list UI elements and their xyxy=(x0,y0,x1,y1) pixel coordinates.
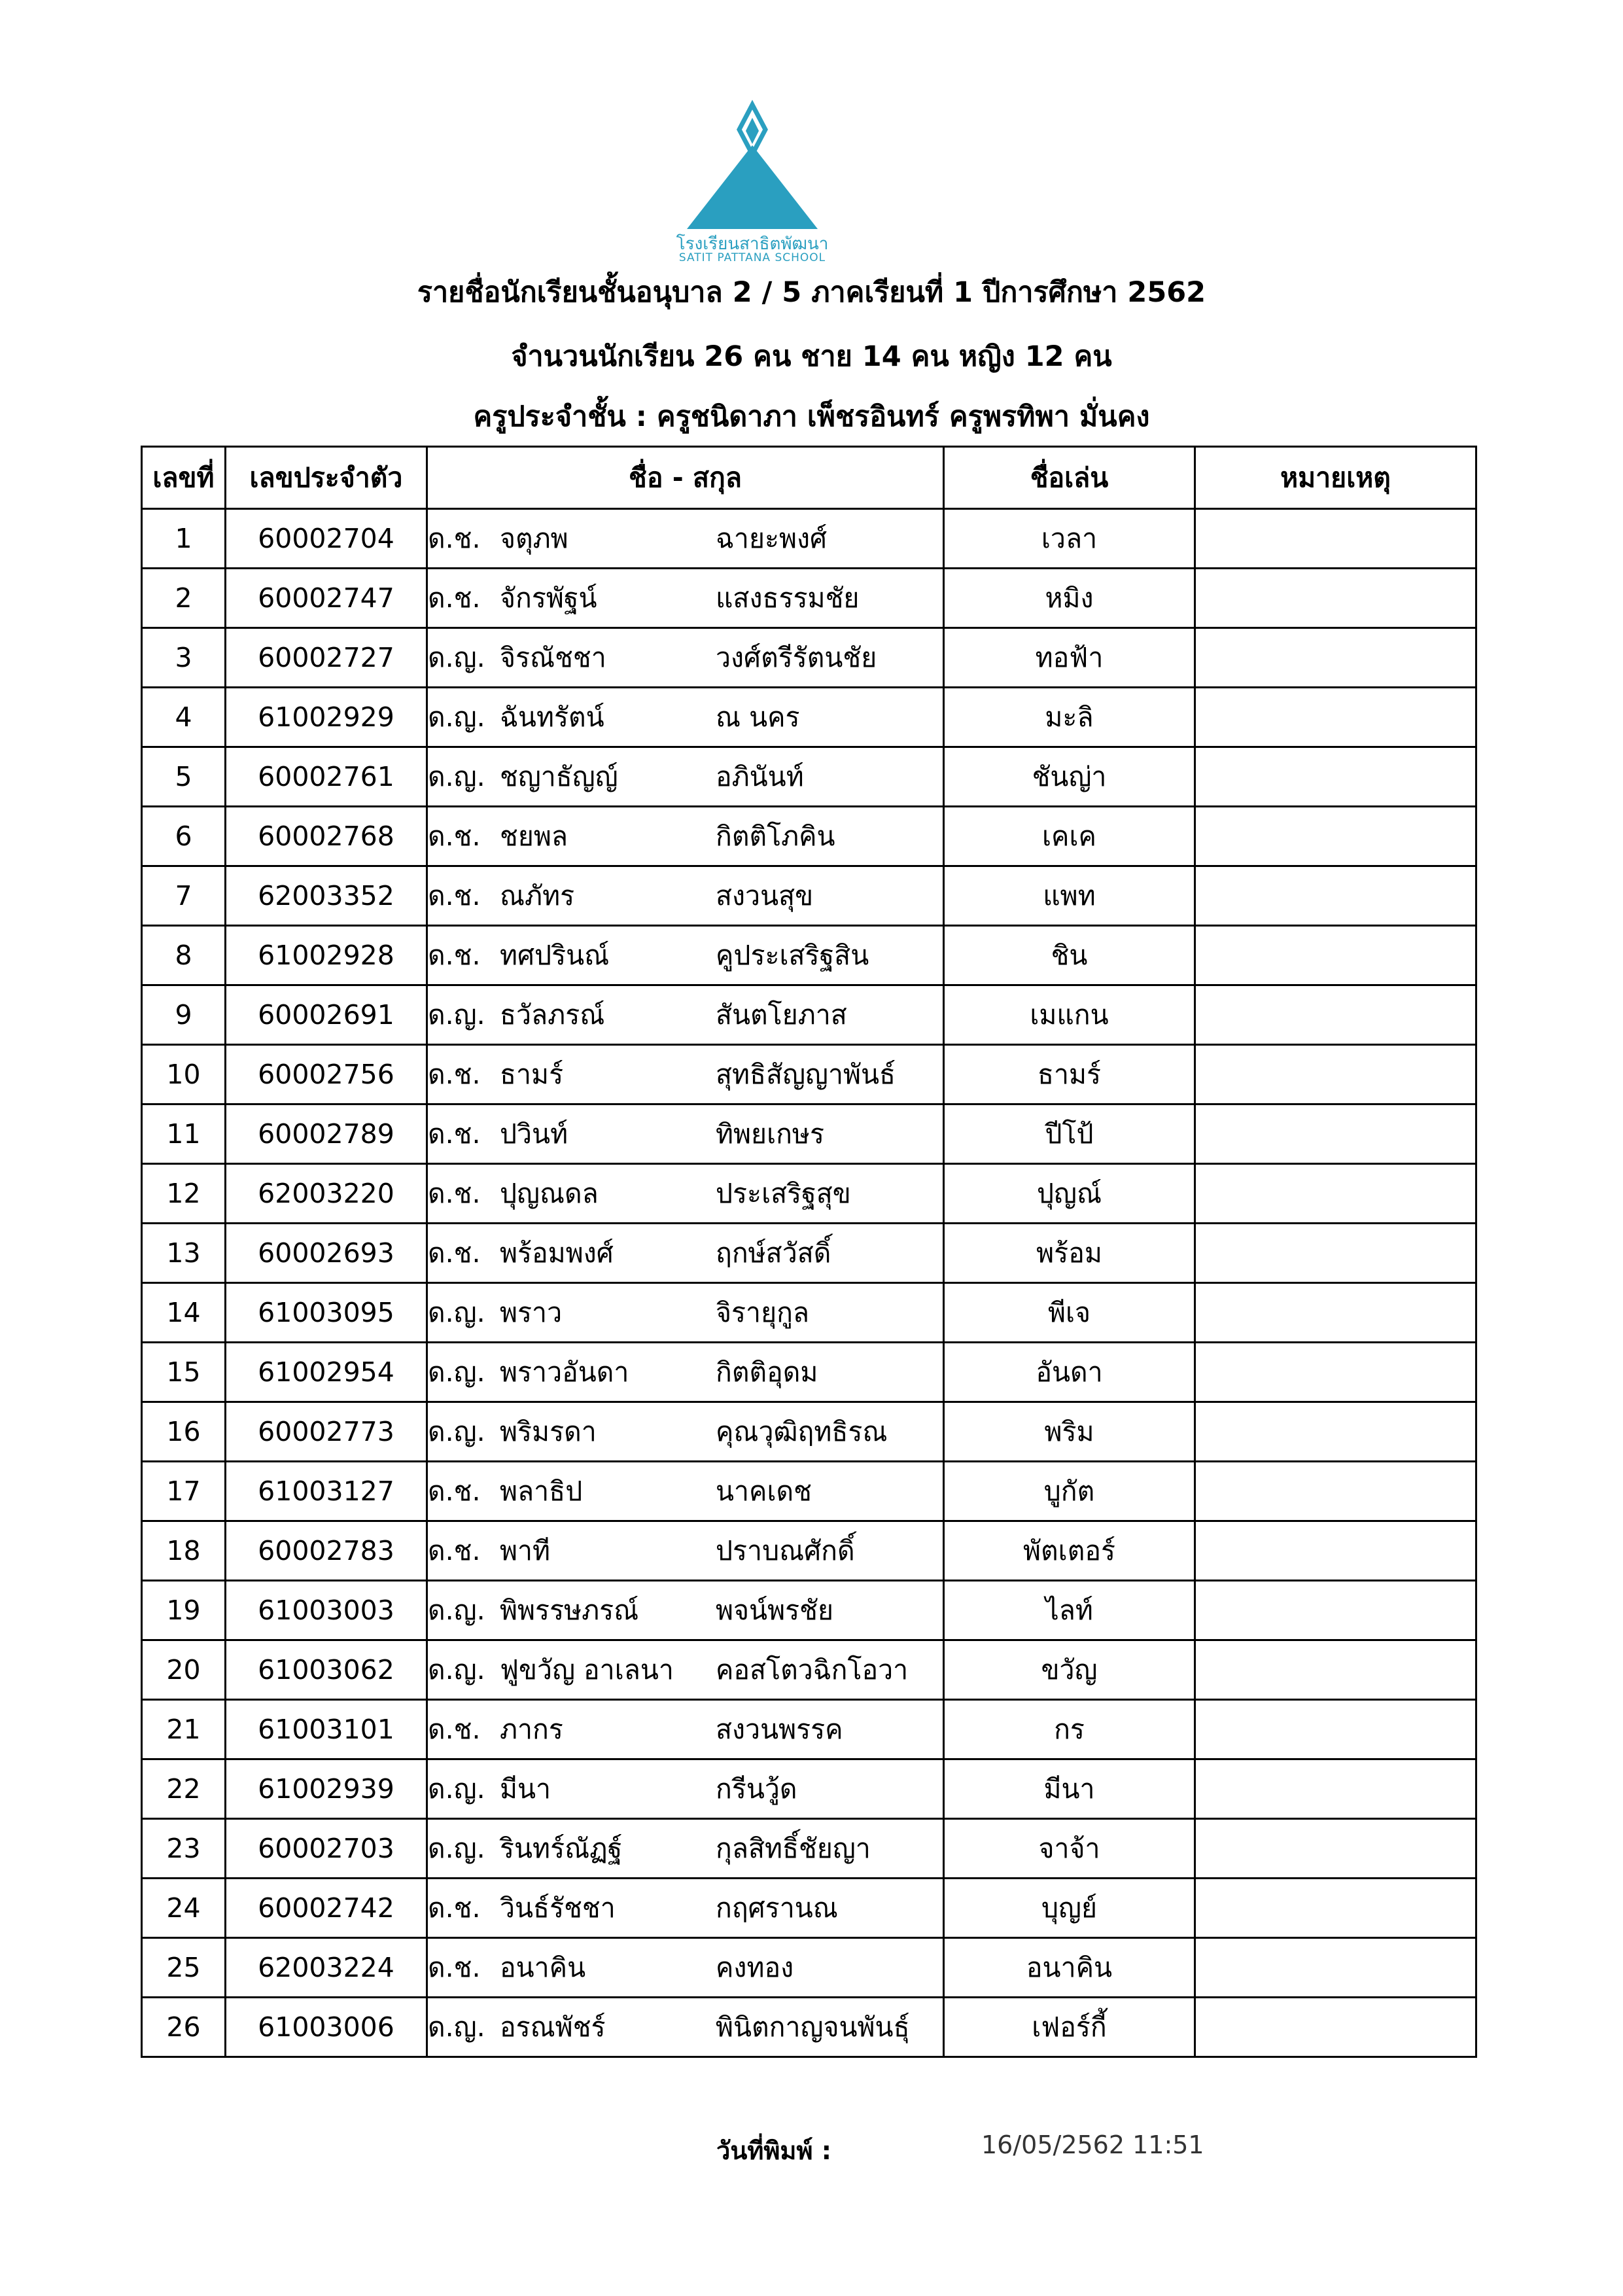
name-prefix: ด.ญ. xyxy=(428,1356,485,1388)
first-name: ภากร xyxy=(500,1713,563,1745)
remarks xyxy=(1195,1879,1476,1938)
student-number: 10 xyxy=(142,1045,226,1104)
student-full-name xyxy=(427,1104,944,1164)
first-name: อรณพัชร์ xyxy=(500,2011,606,2043)
name-prefix: ด.ญ. xyxy=(428,701,485,733)
first-name: พราว xyxy=(500,1296,563,1328)
name-prefix: ด.ช. xyxy=(428,1475,481,1507)
student-id: 60002747 xyxy=(226,569,427,628)
nickname: ปีโป้ xyxy=(944,1104,1195,1164)
student-id: 60002768 xyxy=(226,807,427,866)
student-number: 19 xyxy=(142,1581,226,1640)
table-row xyxy=(142,1819,1476,1879)
table-row xyxy=(142,985,1476,1045)
student-id: 60002703 xyxy=(226,1819,427,1879)
student-id: 61002928 xyxy=(226,926,427,985)
table-row xyxy=(142,1640,1476,1700)
nickname: กร xyxy=(944,1700,1195,1759)
first-name: วินธ์รัชชา xyxy=(500,1892,616,1924)
student-number: 3 xyxy=(142,628,226,688)
first-name: จิรณัชชา xyxy=(500,641,606,673)
table-row xyxy=(142,1700,1476,1759)
first-name: พลาธิป xyxy=(500,1475,583,1507)
nickname: ชิน xyxy=(944,926,1195,985)
student-id: 61003062 xyxy=(226,1640,427,1700)
first-name: ปวินท์ xyxy=(500,1118,568,1150)
student-full-name xyxy=(427,1759,944,1819)
table-row xyxy=(142,1224,1476,1283)
student-number: 6 xyxy=(142,807,226,866)
student-number: 22 xyxy=(142,1759,226,1819)
last-name: สงวนพรรค xyxy=(716,1713,843,1745)
remarks xyxy=(1195,1343,1476,1402)
table-row xyxy=(142,1045,1476,1104)
name-prefix: ด.ญ. xyxy=(428,1773,485,1805)
nickname: จาจ้า xyxy=(944,1819,1195,1879)
student-id: 60002693 xyxy=(226,1224,427,1283)
name-prefix: ด.ช. xyxy=(428,1058,481,1090)
name-prefix: ด.ช. xyxy=(428,820,481,852)
logo-thai-text: โรงเรียนสาธิตพัฒนา xyxy=(676,234,829,254)
student-id: 62003220 xyxy=(226,1164,427,1224)
student-full-name xyxy=(427,1343,944,1402)
remarks xyxy=(1195,1104,1476,1164)
student-id: 60002742 xyxy=(226,1879,427,1938)
first-name: ปุญณดล xyxy=(500,1177,599,1209)
student-number: 15 xyxy=(142,1343,226,1402)
last-name: กิตติอุดม xyxy=(716,1356,818,1388)
student-id: 60002691 xyxy=(226,985,427,1045)
first-name: ชยพล xyxy=(500,820,568,852)
first-name: จักรพัฐน์ xyxy=(500,582,597,614)
last-name: คุณวุฒิฤทธิรณ xyxy=(716,1415,888,1447)
table-row xyxy=(142,1521,1476,1581)
name-prefix: ด.ช. xyxy=(428,1237,481,1269)
nickname: แพท xyxy=(944,866,1195,926)
last-name: กุลสิทธิ์ชัยญา xyxy=(716,1832,871,1864)
remarks xyxy=(1195,1938,1476,1998)
name-prefix: ด.ช. xyxy=(428,1951,481,1983)
column-header-number: เลขที่ xyxy=(142,447,226,509)
student-number: 14 xyxy=(142,1283,226,1343)
student-full-name xyxy=(427,1283,944,1343)
last-name: นาคเดช xyxy=(716,1475,812,1507)
student-full-name xyxy=(427,1224,944,1283)
student-number: 9 xyxy=(142,985,226,1045)
remarks xyxy=(1195,747,1476,807)
table-row xyxy=(142,1998,1476,2057)
last-name: ฉายะพงศ์ xyxy=(716,522,828,554)
nickname: ทอฟ้า xyxy=(944,628,1195,688)
student-full-name xyxy=(427,1402,944,1462)
nickname: อันดา xyxy=(944,1343,1195,1402)
student-id: 60002756 xyxy=(226,1045,427,1104)
first-name: มีนา xyxy=(500,1773,551,1805)
student-id: 61003127 xyxy=(226,1462,427,1521)
remarks xyxy=(1195,1640,1476,1700)
nickname: ปุญณ์ xyxy=(944,1164,1195,1224)
student-full-name xyxy=(427,985,944,1045)
last-name: สันตโยภาส xyxy=(716,998,847,1031)
last-name: พินิตกาญจนพันธุ์ xyxy=(716,2011,910,2043)
nickname: บุญย์ xyxy=(944,1879,1195,1938)
remarks xyxy=(1195,1521,1476,1581)
name-prefix: ด.ช. xyxy=(428,1177,481,1209)
student-number: 18 xyxy=(142,1521,226,1581)
table-row xyxy=(142,1462,1476,1521)
table-row xyxy=(142,1938,1476,1998)
table-row xyxy=(142,1879,1476,1938)
last-name: ประเสริฐสุข xyxy=(716,1177,851,1209)
table-row xyxy=(142,807,1476,866)
remarks xyxy=(1195,866,1476,926)
name-prefix: ด.ช. xyxy=(428,1118,481,1150)
remarks xyxy=(1195,688,1476,747)
remarks xyxy=(1195,926,1476,985)
last-name: สุทธิสัญญาพันธ์ xyxy=(716,1058,896,1090)
name-prefix: ด.ญ. xyxy=(428,998,485,1031)
remarks xyxy=(1195,1224,1476,1283)
nickname: ธามร์ xyxy=(944,1045,1195,1104)
name-prefix: ด.ญ. xyxy=(428,1653,485,1686)
student-full-name xyxy=(427,1045,944,1104)
last-name: พจน์พรชัย xyxy=(716,1594,833,1626)
last-name: จิรายุกูล xyxy=(716,1296,810,1328)
student-full-name xyxy=(427,866,944,926)
first-name: ทศปรินณ์ xyxy=(500,939,610,971)
column-header-nickname: ชื่อเล่น xyxy=(944,447,1195,509)
table-row xyxy=(142,509,1476,569)
first-name: ฉันทรัตน์ xyxy=(500,701,604,733)
student-number: 24 xyxy=(142,1879,226,1938)
table-row xyxy=(142,1402,1476,1462)
student-number: 13 xyxy=(142,1224,226,1283)
remarks xyxy=(1195,1759,1476,1819)
nickname: เมแกน xyxy=(944,985,1195,1045)
last-name: ฤกษ์สวัสดิ์ xyxy=(716,1237,831,1269)
student-number: 25 xyxy=(142,1938,226,1998)
nickname: เวลา xyxy=(944,509,1195,569)
student-full-name xyxy=(427,1462,944,1521)
table-row xyxy=(142,1759,1476,1819)
student-id: 61002954 xyxy=(226,1343,427,1402)
student-full-name xyxy=(427,509,944,569)
remarks xyxy=(1195,1283,1476,1343)
table-row xyxy=(142,569,1476,628)
student-count: จำนวนนักเรียน 26 คน ชาย 14 คน หญิง 12 คน xyxy=(511,340,1112,373)
remarks xyxy=(1195,985,1476,1045)
student-id: 61002929 xyxy=(226,688,427,747)
student-number: 20 xyxy=(142,1640,226,1700)
first-name: ฟูขวัญ อาเลนา xyxy=(500,1653,674,1686)
student-number: 23 xyxy=(142,1819,226,1879)
nickname: อนาคิน xyxy=(944,1938,1195,1998)
name-prefix: ด.ช. xyxy=(428,522,481,554)
first-name: ชญาธัญญ์ xyxy=(500,760,618,792)
remarks xyxy=(1195,807,1476,866)
table-row xyxy=(142,1164,1476,1224)
remarks xyxy=(1195,1045,1476,1104)
student-full-name xyxy=(427,569,944,628)
last-name: กฤศรานณ xyxy=(716,1892,838,1924)
first-name: ธวัลภรณ์ xyxy=(500,998,605,1031)
nickname: มีนา xyxy=(944,1759,1195,1819)
nickname: หมิง xyxy=(944,569,1195,628)
student-full-name xyxy=(427,747,944,807)
student-number: 11 xyxy=(142,1104,226,1164)
student-full-name xyxy=(427,1640,944,1700)
name-prefix: ด.ญ. xyxy=(428,641,485,673)
student-full-name xyxy=(427,807,944,866)
student-number: 21 xyxy=(142,1700,226,1759)
name-prefix: ด.ญ. xyxy=(428,1296,485,1328)
table-row xyxy=(142,688,1476,747)
column-header-remarks: หมายเหตุ xyxy=(1195,447,1476,509)
nickname: เฟอร์กี้ xyxy=(944,1998,1195,2057)
remarks xyxy=(1195,509,1476,569)
nickname: พร้อม xyxy=(944,1224,1195,1283)
last-name: ณ นคร xyxy=(716,701,800,733)
table-row xyxy=(142,747,1476,807)
student-number: 16 xyxy=(142,1402,226,1462)
table-row xyxy=(142,1283,1476,1343)
nickname: บูกัต xyxy=(944,1462,1195,1521)
remarks xyxy=(1195,569,1476,628)
remarks xyxy=(1195,1462,1476,1521)
name-prefix: ด.ช. xyxy=(428,582,481,614)
student-id: 61003003 xyxy=(226,1581,427,1640)
student-full-name xyxy=(427,1521,944,1581)
remarks xyxy=(1195,1164,1476,1224)
student-full-name xyxy=(427,628,944,688)
student-full-name xyxy=(427,1700,944,1759)
name-prefix: ด.ญ. xyxy=(428,2011,485,2043)
last-name: แสงธรรมชัย xyxy=(716,582,860,614)
student-id: 60002761 xyxy=(226,747,427,807)
last-name: ทิพยเกษร xyxy=(716,1118,824,1150)
student-number: 2 xyxy=(142,569,226,628)
student-number: 12 xyxy=(142,1164,226,1224)
student-id: 60002783 xyxy=(226,1521,427,1581)
remarks xyxy=(1195,628,1476,688)
student-number: 5 xyxy=(142,747,226,807)
remarks xyxy=(1195,1700,1476,1759)
nickname: เคเค xyxy=(944,807,1195,866)
student-id: 60002789 xyxy=(226,1104,427,1164)
first-name: พิพรรษภรณ์ xyxy=(500,1594,639,1626)
student-full-name xyxy=(427,1819,944,1879)
first-name: พริมรดา xyxy=(500,1415,597,1447)
table-row xyxy=(142,926,1476,985)
student-number: 17 xyxy=(142,1462,226,1521)
table-row xyxy=(142,1581,1476,1640)
last-name: คูประเสริฐสิน xyxy=(716,939,869,971)
table-row xyxy=(142,628,1476,688)
column-header-full-name: ชื่อ - สกุล xyxy=(427,447,944,509)
column-header-student-id: เลขประจำตัว xyxy=(226,447,427,509)
logo-english-text: SATIT PATTANA SCHOOL xyxy=(678,251,826,264)
table-row xyxy=(142,866,1476,926)
nickname: พัตเตอร์ xyxy=(944,1521,1195,1581)
remarks xyxy=(1195,1581,1476,1640)
table-body xyxy=(142,509,1476,2057)
student-full-name xyxy=(427,1581,944,1640)
first-name: จตุภพ xyxy=(500,522,568,554)
first-name: พร้อมพงศ์ xyxy=(500,1237,614,1269)
student-id: 62003224 xyxy=(226,1938,427,1998)
student-number: 8 xyxy=(142,926,226,985)
nickname: ชันญ่า xyxy=(944,747,1195,807)
first-name: พราวอันดา xyxy=(500,1356,629,1388)
table-header-row xyxy=(142,447,1476,509)
name-prefix: ด.ญ. xyxy=(428,760,485,792)
student-id: 61003095 xyxy=(226,1283,427,1343)
remarks xyxy=(1195,1819,1476,1879)
triangle-logo-icon xyxy=(674,98,831,236)
student-full-name xyxy=(427,688,944,747)
name-prefix: ด.ช. xyxy=(428,879,481,911)
student-number: 4 xyxy=(142,688,226,747)
remarks xyxy=(1195,1402,1476,1462)
page-title: รายชื่อนักเรียนชั้นอนุบาล 2 / 5 ภาคเรียนที่ 1 ปีการศึกษา 2562 xyxy=(417,276,1206,309)
student-id: 60002704 xyxy=(226,509,427,569)
name-prefix: ด.ญ. xyxy=(428,1415,485,1447)
last-name: กรีนวู้ด xyxy=(716,1773,797,1805)
name-prefix: ด.ช. xyxy=(428,1892,481,1924)
table-row xyxy=(142,1104,1476,1164)
print-date-value: 16/05/2562 11:51 xyxy=(981,2130,1204,2159)
student-number: 7 xyxy=(142,866,226,926)
student-full-name xyxy=(427,1879,944,1938)
student-id: 61003006 xyxy=(226,1998,427,2057)
name-prefix: ด.ช. xyxy=(428,1713,481,1745)
first-name: พาที xyxy=(500,1534,551,1566)
name-prefix: ด.ช. xyxy=(428,1534,481,1566)
student-number: 1 xyxy=(142,509,226,569)
first-name: รินทร์ณัฏฐ์ xyxy=(500,1832,623,1864)
last-name: สงวนสุข xyxy=(716,879,814,911)
nickname: พริม xyxy=(944,1402,1195,1462)
nickname: พีเจ xyxy=(944,1283,1195,1343)
student-id: 61002939 xyxy=(226,1759,427,1819)
print-date-label: วันที่พิมพ์ : xyxy=(716,2136,831,2165)
student-full-name xyxy=(427,1938,944,1998)
last-name: กิตติโภคิน xyxy=(716,820,835,852)
student-id: 61003101 xyxy=(226,1700,427,1759)
last-name: คงทอง xyxy=(716,1951,794,1983)
student-id: 60002727 xyxy=(226,628,427,688)
last-name: คอสโตวฉิกโอวา xyxy=(716,1653,909,1686)
nickname: มะลิ xyxy=(944,688,1195,747)
homeroom-teachers: ครูประจำชั้น : ครูชนิดาภา เพ็ชรอินทร์ ครูพรทิพา มั่นคง xyxy=(473,400,1150,433)
student-full-name xyxy=(427,926,944,985)
student-full-name xyxy=(427,1998,944,2057)
nickname: ขวัญ xyxy=(944,1640,1195,1700)
student-id: 60002773 xyxy=(226,1402,427,1462)
first-name: อนาคิน xyxy=(500,1951,586,1983)
name-prefix: ด.ญ. xyxy=(428,1594,485,1626)
student-table xyxy=(141,446,1477,2058)
student-full-name xyxy=(427,1164,944,1224)
first-name: ธามร์ xyxy=(500,1058,564,1090)
student-number: 26 xyxy=(142,1998,226,2057)
last-name: ปราบณศักดิ์ xyxy=(716,1534,855,1566)
last-name: วงศ์ตรีรัตนชัย xyxy=(716,641,877,673)
student-id: 62003352 xyxy=(226,866,427,926)
first-name: ณภัทร xyxy=(500,879,575,911)
nickname: ไลท์ xyxy=(944,1581,1195,1640)
table-row xyxy=(142,1343,1476,1402)
remarks xyxy=(1195,1998,1476,2057)
name-prefix: ด.ญ. xyxy=(428,1832,485,1864)
name-prefix: ด.ช. xyxy=(428,939,481,971)
last-name: อภินันท์ xyxy=(716,760,804,792)
